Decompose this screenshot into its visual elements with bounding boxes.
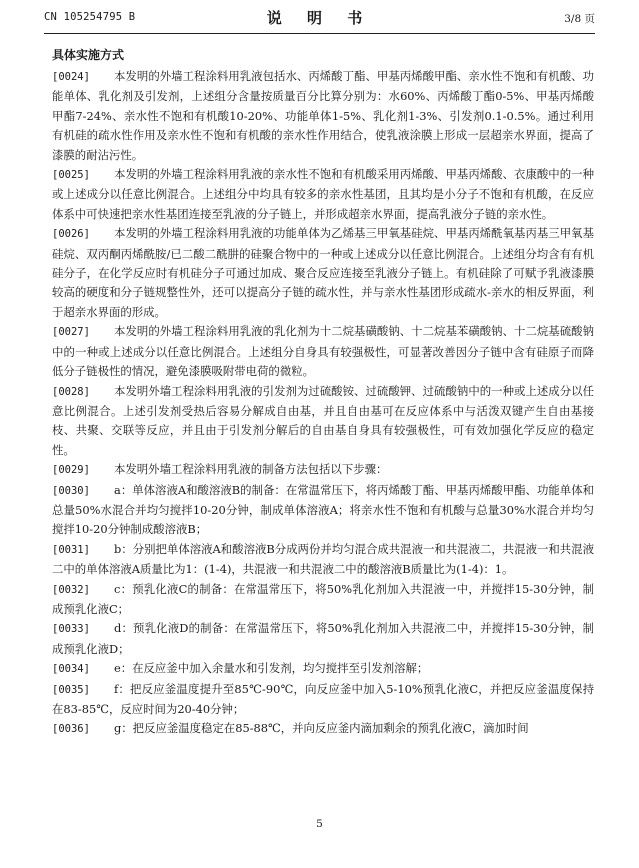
- document-body: [52, 46, 594, 740]
- paragraph: [52, 382, 594, 461]
- paragraph-number: [0024]: [52, 71, 90, 83]
- paragraph: [52, 680, 594, 720]
- paragraph-text: a：单体溶液A和酸溶液B的制备：在常温常压下，将丙烯酸丁酯、甲基丙烯酸甲酯、功能单体和总量50%水混合并均匀搅拌10-20分钟，制成单体溶液A；将亲水性不饱和有机酸与总量30%水混合并均匀搅拌10-20分钟制成酸溶液B；: [52, 482, 594, 537]
- paragraph-text: 本发明的外墙工程涂料用乳液的功能单体为乙烯基三甲氧基硅烷、甲基丙烯酰氧基丙基三甲氧基硅烷、双丙酮丙烯酰胺/已二酸二酰肼的硅聚合物中的一种或上述成分以任意比例混合。上述组分均含有有机硅分子，在化学反应时有机硅分子可通过加成、聚合反应连接至乳液分子链上。有机硅除了可赋予乳液漆膜较高的硬度和分子链规整性外，还可以提高分子链的疏水性，并与亲水性基团形成疏水-亲水的相反界面，利于超亲水界面的形成。: [52, 226, 594, 319]
- paragraph-text: g：把反应釜温度稳定在85-88℃，并向反应釜内滴加剩余的预乳化液C，滴加时间: [114, 721, 529, 736]
- paragraph-number: [0025]: [52, 169, 90, 182]
- paragraph-number: [0031]: [52, 543, 90, 556]
- paragraph: [52, 619, 594, 659]
- page-number: 5: [316, 818, 323, 830]
- paragraph-list: [52, 67, 594, 740]
- header-divider: [44, 33, 595, 34]
- paragraph-number: [0028]: [52, 385, 90, 398]
- page-header: [0, 0, 639, 38]
- paragraph-text: 本发明外墙工程涂料用乳液的引发剂为过硫酸铵、过硫酸钾、过硫酸钠中的一种或上述成分以任意比例混合。上述引发剂受热后容易分解成自由基，并且自由基可在反应体系中与活泼双键产生自由基接枝、共聚、交联等反应，并且由于引发剂分解后的自由基自身具有较强极性，可有效加强化学反应的稳定性。: [52, 383, 594, 457]
- paragraph: [52, 540, 594, 580]
- paragraph: [52, 322, 594, 381]
- paragraph-text: f：把反应釜温度提升至85℃-90℃，向反应釜中加入5-10%预乳化液C，并把反应釜温度保持在83-85℃，反应时间为20-40分钟；: [52, 681, 594, 716]
- paragraph-number: [0029]: [52, 464, 90, 477]
- paragraph-number: [0030]: [52, 484, 90, 497]
- paragraph-text: b：分别把单体溶液A和酸溶液B分成两份并均匀混合成共混液一和共混液二，共混液一和共混液二中的单体溶液A质量比为1：(1-4)，共混液一和共混液二中的酸溶液B质量比为(1-4)：1。: [52, 541, 594, 577]
- paragraph-number: [0034]: [52, 663, 90, 676]
- paragraph-number: [0033]: [52, 623, 90, 636]
- paragraph: [52, 460, 594, 480]
- paragraph: [52, 165, 594, 224]
- paragraph-text: 本发明的外墙工程涂料用乳液的亲水性不饱和有机酸采用丙烯酸、甲基丙烯酸、衣康酸中的一种或上述成分以任意比例混合。上述组分中均具有较多的亲水性基团，且其均是小分子不饱和有机酸，在反应体系中可快速把亲水性基团连接至乳液的分子链上，并形成超亲水界面，提高乳液分子链的亲水性。: [52, 167, 594, 221]
- paragraph: [52, 659, 594, 679]
- paragraph-text: e：在反应釜中加入余量水和引发剂，均匀搅拌至引发剂溶解；: [114, 661, 429, 676]
- paragraph: [52, 67, 594, 165]
- paragraph-number: [0027]: [52, 326, 90, 339]
- paragraph: [52, 719, 594, 739]
- section-title: 具体实施方式: [52, 48, 125, 62]
- page-indicator: 3/8 页: [564, 13, 595, 25]
- paragraph: [52, 580, 594, 620]
- paragraph-number: [0036]: [52, 723, 90, 736]
- paragraph-number: [0026]: [52, 228, 90, 241]
- paragraph-text: 本发明的外墙工程涂料用乳液的乳化剂为十二烷基磺酸钠、十二烷基苯磺酸钠、十二烷基硫酸钠中的一种或上述成分以任意比例混合。上述组分自身具有较强极性，可显著改善因分子链中含有硅原子而降低分子链极性的情况，避免漆膜吸附带电荷的微粒。: [52, 324, 594, 379]
- paragraph-text: 本发明的外墙工程涂料用乳液包括水、丙烯酸丁酯、甲基丙烯酸甲酯、亲水性不饱和有机酸、功能单体、乳化剂及引发剂，上述组分含量按质量百分比算分别为：水60%、丙烯酸丁酯0-5%、甲基丙烯酸甲酯7-24%、亲水性不饱和有机酸10-20%、功能单体1-5%、乳化剂1-3%、引发剂0.1-0.5%。通过利用有机硅的疏水性作用及亲水性不饱和有机酸的亲水性作用结合，使乳液涂膜上形成一层超亲水界面，提高了漆膜的耐沾污性。: [52, 69, 594, 162]
- publication-number: CN 105254795 B: [44, 11, 136, 23]
- paragraph: [52, 224, 594, 322]
- paragraph-number: [0035]: [52, 683, 90, 696]
- paragraph-text: c：预乳化液C的制备：在常温常压下，将50%乳化剂加入共混液一中，并搅拌15-30分钟，制成预乳化液C；: [52, 581, 594, 616]
- paragraph-text: d：预乳化液D的制备：在常温常压下，将50%乳化剂加入共混液二中，并搅拌15-30分钟，制成预乳化液D；: [52, 621, 594, 656]
- paragraph: [52, 481, 594, 540]
- document-title: 说 明 书: [266, 9, 373, 27]
- paragraph-number: [0032]: [52, 583, 90, 596]
- paragraph-text: 本发明外墙工程涂料用乳液的制备方法包括以下步骤：: [114, 462, 388, 477]
